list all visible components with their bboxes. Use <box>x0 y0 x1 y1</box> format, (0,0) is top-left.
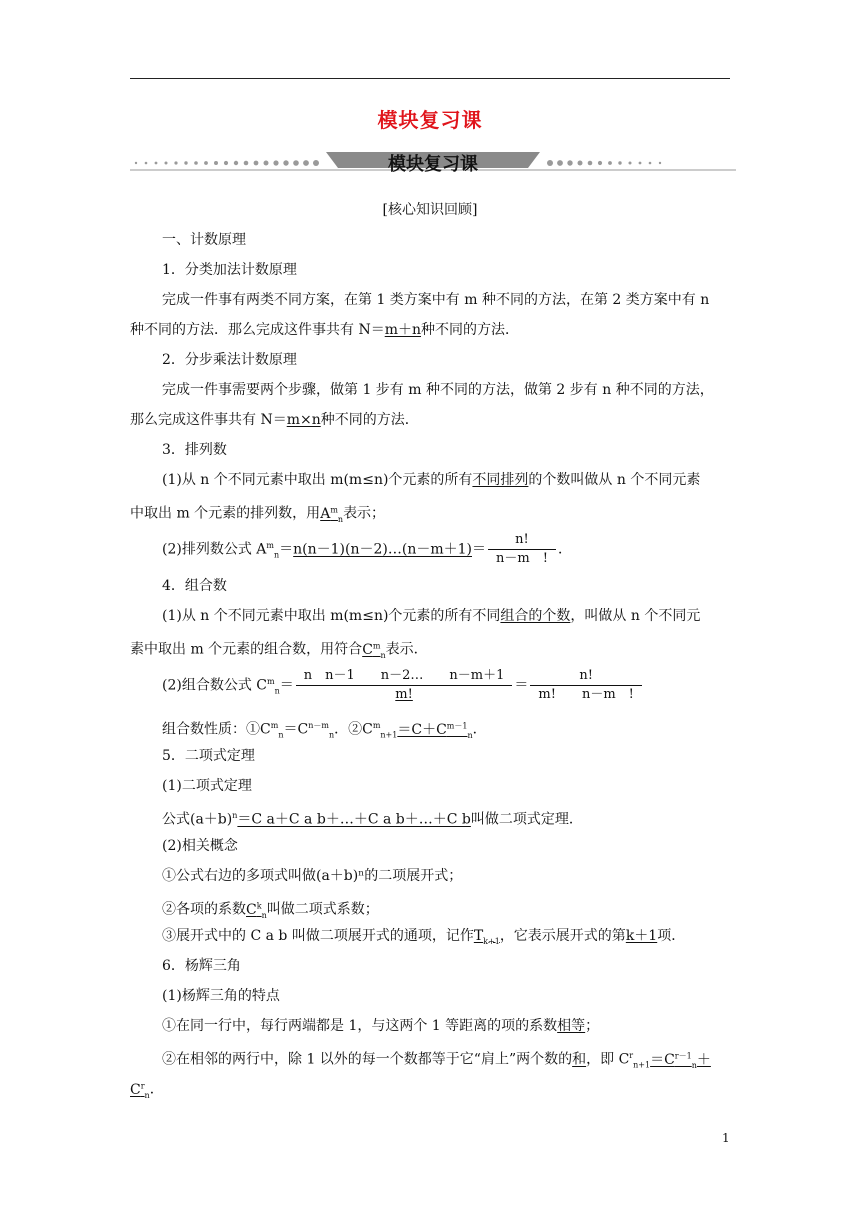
banner-title: 模块复习课 <box>388 154 478 175</box>
formula-combination: (2)组合数公式 $C^m_n=$ $\frac{\text{n n－1 n－2… n－m＋1}}{m!}$ ＝ $\frac{n!}{m! n-m !}$ <box>162 662 644 711</box>
paragraph-line: (1)二项式定理 <box>162 778 252 794</box>
paragraph-line: ③展开式中的 C a b 叫做二项展开式的通项，记作$T_{k+1}$，它表示展开式的第k＋1项． <box>162 928 686 946</box>
heading-binomial: 5．二项式定理 <box>162 748 255 764</box>
paragraph-line: ①公式右边的多项式叫做(a＋b)ⁿ的二项展开式； <box>162 868 463 884</box>
formula-permutation: (2)排列数公式 $A^m_n=n(n-1)(n-2)\dots(n-m+1)=$ $\frac{n!}{n-m !}$ ． <box>162 532 572 567</box>
paragraph-line: 那么完成这件事共有 N＝m×n种不同的方法． <box>130 412 419 428</box>
paragraph-line: (1)杨辉三角的特点 <box>162 988 280 1004</box>
heading-addition: 1．分类加法计数原理 <box>162 262 297 278</box>
paragraph-line: 组合数性质：$①C^m_n=C^{n-m}_n$．$②C^m_{n+1}=C+C^{m-1}_n$． <box>162 721 487 740</box>
paragraph-line: 完成一件事需要两个步骤，做第 1 步有 m 种不同的方法，做第 2 步有 n 种不同的方法， <box>162 382 714 398</box>
paragraph-line: (1)从 n 个不同元素中取出 m(m≤n)个元素的所有不同组合的个数，叫做从 n 个不同元 <box>162 608 701 624</box>
heading-counting: 一、计数原理 <box>162 232 246 248</box>
heading-multiplication: 2．分步乘法计数原理 <box>162 352 297 368</box>
paragraph-line: 种不同的方法．那么完成这件事共有 N＝m＋n种不同的方法． <box>130 322 519 338</box>
header-rule <box>130 78 730 79</box>
paragraph-line: $C^r_n$． <box>130 1081 164 1100</box>
paragraph-line: ②在相邻的两行中，除 1 以外的每一个数都等于它“肩上”两个数的和，即 $C^r_{n+1}=C^{r-1}_n+$ <box>162 1051 711 1070</box>
heading-yanghui: 6．杨辉三角 <box>162 958 241 974</box>
heading-permutation: 3．排列数 <box>162 442 227 458</box>
page-number: 1 <box>722 1131 730 1145</box>
section-label: [核心知识回顾] <box>382 202 478 218</box>
heading-combination: 4．组合数 <box>162 578 227 594</box>
paragraph-line: ①在同一行中，每行两端都是 1，与这两个 1 等距离的项的系数相等； <box>162 1018 600 1034</box>
paragraph-line: 完成一件事有两类不同方案，在第 1 类方案中有 m 种不同的方法，在第 2 类方案中有 n <box>162 292 710 308</box>
paragraph-line: 中取出 m 个元素的排列数，用$A^m_n$表示； <box>130 505 386 524</box>
fraction: $\frac{n!}{m! n-m !}$ <box>530 667 641 704</box>
paragraph-line: ②各项的系数$C^k_n$叫做二项式系数； <box>162 901 379 920</box>
fraction: $\frac{n!}{n-m !}$ <box>488 531 556 568</box>
page-title: 模块复习课 <box>377 108 483 132</box>
paragraph-line: (2)相关概念 <box>162 838 238 854</box>
paragraph-line: 素中取出 m 个元素的组合数，用符合$C^m_n$表示． <box>130 641 428 660</box>
fraction: $\frac{\text{n n－1 n－2… n－m＋1}}{m!}$ <box>296 667 513 704</box>
paragraph-line: (1)从 n 个不同元素中取出 m(m≤n)个元素的所有不同排列的个数叫做从 n 个不同元素 <box>162 472 701 488</box>
formula-binomial: 公式$(a+b)^n=C$ a＋C a b＋…＋C a b＋…＋C b叫做二项式定理． <box>162 811 583 828</box>
section-banner <box>130 148 736 174</box>
